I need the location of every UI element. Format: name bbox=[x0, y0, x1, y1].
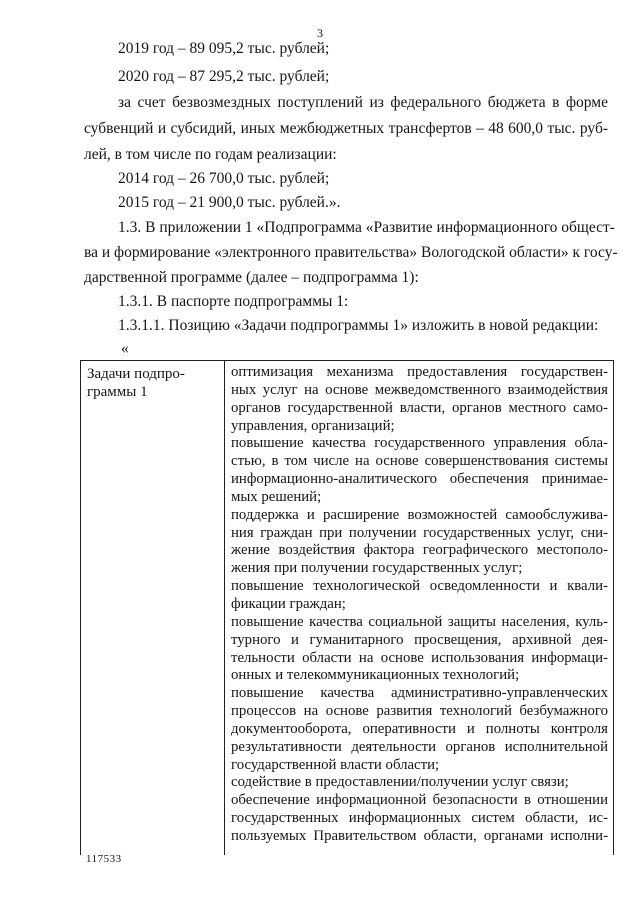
clause-1-3-line-2: ва и формирование «электронного правительства» Вологодской области» к госу- bbox=[84, 244, 618, 261]
clause-1-3-1-1: 1.3.1.1. Позицию «Задачи подпрограммы 1» изложить в новой редакции: bbox=[118, 317, 599, 334]
tasks-label-line: граммы 1 bbox=[87, 384, 148, 401]
task-line: повышение качества государственного управления обла- bbox=[231, 435, 608, 452]
funding-2019-line: 2019 год – 89 095,2 тыс. рублей; bbox=[118, 40, 330, 57]
task-line: поддержка и расширение возможностей самообслужива- bbox=[231, 506, 608, 523]
page-number: 3 bbox=[317, 26, 323, 40]
task-line: органов государственной власти, органов местного само- bbox=[231, 399, 608, 416]
clause-1-3-line-1: 1.3. В приложении 1 «Подпрограмма «Развитие информационного общест- bbox=[118, 219, 615, 236]
table-column-divider bbox=[224, 361, 225, 855]
task-line: мых решений; bbox=[231, 488, 322, 505]
task-line: стью, в том числе на основе совершенствования системы bbox=[231, 453, 608, 470]
federal-funding-line-2: субвенций и субсидий, иных межбюджетных трансфертов – 48 600,0 тыс. руб- bbox=[84, 120, 608, 137]
task-line: документооборота, оперативности и полноты контроля bbox=[231, 720, 608, 737]
task-line: государственных информационных систем области, ис- bbox=[231, 810, 608, 827]
task-line: обеспечение информационной безопасности в отношении bbox=[231, 792, 608, 809]
task-line: содействие в предоставлении/получении услуг связи; bbox=[231, 774, 569, 791]
clause-1-3-line-3: дарственной программе (далее – подпрограмма 1): bbox=[84, 269, 419, 286]
task-line: турного и гуманитарного просвещения, архивной дея- bbox=[231, 631, 608, 648]
tasks-row-label bbox=[87, 365, 217, 401]
federal-funding-line-1: за счет безвозмездных поступлений из федерального бюджета в форме bbox=[118, 94, 608, 111]
task-line: результативности деятельности органов исполнительной bbox=[231, 738, 608, 755]
subprogram-tasks-table bbox=[80, 360, 614, 855]
task-line: государственной власти области; bbox=[231, 756, 440, 773]
task-line: оптимизация механизма предоставления государствен- bbox=[231, 364, 608, 380]
funding-2020-line: 2020 год – 87 295,2 тыс. рублей; bbox=[118, 68, 330, 85]
task-line: тельности области на основе использования информаци- bbox=[231, 649, 608, 666]
task-line: процессов на основе развития технологий безбумажного bbox=[231, 703, 608, 720]
task-line: управления, организаций; bbox=[231, 417, 395, 434]
tasks-label-line: Задачи подпро- bbox=[87, 366, 185, 382]
task-line: ных услуг на основе межведомственного взаимодействия bbox=[231, 381, 608, 398]
task-line: пользуемых Правительством области, органами исполни- bbox=[231, 827, 608, 844]
funding-2014-line: 2014 год – 26 700,0 тыс. рублей; bbox=[118, 170, 330, 187]
document-code: 117533 bbox=[86, 853, 122, 865]
federal-funding-line-3: лей, в том числе по годам реализации: bbox=[84, 146, 337, 163]
task-line: онных и телекоммуникационных технологий; bbox=[231, 667, 520, 684]
clause-1-3-1: 1.3.1. В паспорте подпрограммы 1: bbox=[118, 293, 349, 310]
opening-quote: « bbox=[121, 340, 129, 357]
task-line: жение воздействия фактора географического местополо- bbox=[231, 542, 608, 559]
task-line: жения при получении государственных услуг; bbox=[231, 560, 523, 577]
task-line: фикации граждан; bbox=[231, 595, 346, 612]
funding-2015-line: 2015 год – 21 900,0 тыс. рублей.». bbox=[118, 194, 341, 211]
tasks-list-cell bbox=[231, 364, 608, 846]
task-line: ния граждан при получении государственных услуг, сни- bbox=[231, 524, 608, 541]
task-line: информационно-аналитического обеспечения принимае- bbox=[231, 471, 608, 488]
task-line: повышение качества административно-управленческих bbox=[231, 685, 608, 702]
task-line: повышение технологической осведомленности и квали- bbox=[231, 578, 608, 595]
task-line: повышение качества социальной защиты населения, куль- bbox=[231, 613, 608, 630]
